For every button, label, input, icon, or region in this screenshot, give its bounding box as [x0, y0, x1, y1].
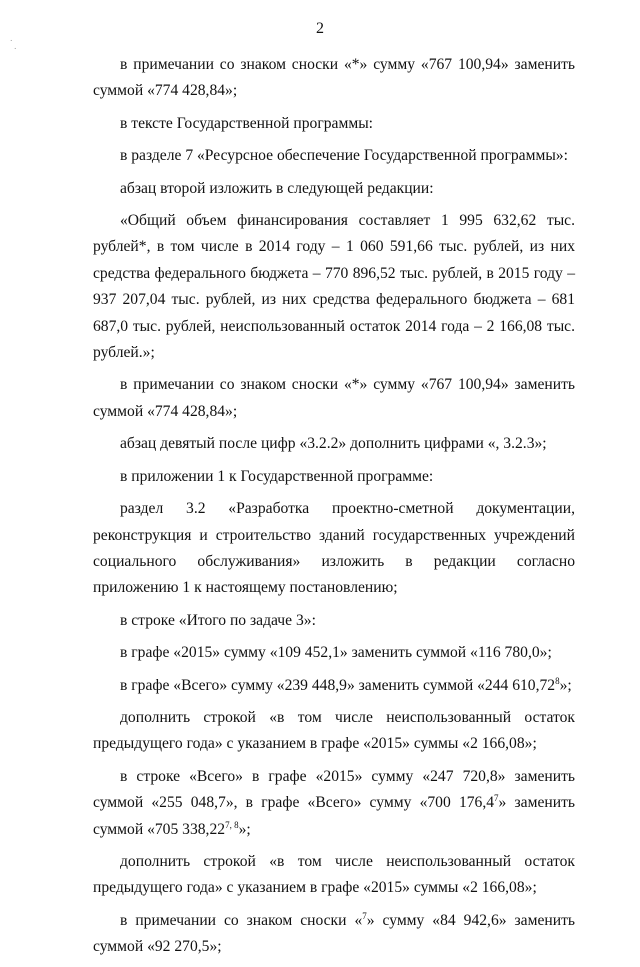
paragraph-text: в примечании со знаком сноски «*» сумму «767 100,94» заменить суммой «774 428,84»; [93, 56, 575, 100]
footnote-mark: 7 [362, 910, 367, 921]
paragraph-text: » заменить суммой «705 338,22 [93, 794, 575, 838]
footnote-mark: 7, 8 [225, 819, 239, 830]
paragraph-text: абзац второй изложить в следующей редакции: [120, 179, 434, 197]
paragraph-text: в примечании со знаком сноски «*» сумму «767 100,94» заменить суммой «774 428,84»; [93, 376, 575, 420]
paragraph-text: в тексте Государственной программы: [120, 114, 374, 132]
scan-mark: · [7, 35, 15, 46]
paragraph [93, 176, 575, 202]
paragraph-text: дополнить строкой «в том числе неиспользованный остаток предыдущего года» с указанием в графе «2015» суммы «2 166,08»; [93, 852, 575, 897]
paragraph-text: в графе «2015» сумму «109 452,1» заменить суммой «116 780,0»; [120, 644, 552, 662]
paragraph-text: в разделе 7 «Ресурсное обеспечение Государственной программы»: [120, 147, 568, 165]
paragraph [93, 673, 575, 699]
paragraph-text: » сумму «84 942,6» заменить суммой «92 270,5»; [93, 911, 575, 956]
paragraph [93, 849, 575, 902]
paragraph-text: »; [559, 676, 572, 694]
paragraph-text: раздел 3.2 «Разработка проектно-сметной документации, реконструкция и строительство зданий государственных учреждений социального обслуживания» изложить в редакции согласно приложению 1 к настоящему постановлению; [93, 500, 575, 597]
paragraph-text: в графе «Всего» сумму «239 448,9» заменить суммой «244 610,72 [120, 676, 556, 694]
paragraph-text: в строке «Всего» в графе «2015» сумму «247 720,8» заменить суммой «255 048,7», в графе «Всего» сумму «700 176,4 [93, 767, 575, 812]
document-body [93, 52, 575, 967]
footnote-mark: 8 [555, 675, 560, 686]
paragraph [93, 372, 575, 425]
paragraph [93, 908, 575, 961]
footnote-mark: 7 [494, 792, 499, 803]
paragraph-text: абзац девятый после цифр «3.2.2» дополнить цифрами «, 3.2.3»; [120, 435, 547, 453]
paragraph [93, 111, 575, 137]
paragraph [93, 496, 575, 602]
scan-mark: · [11, 43, 19, 54]
paragraph [93, 764, 575, 843]
paragraph-text: в строке «Итого по задаче 3»: [120, 611, 316, 629]
paragraph [93, 208, 575, 366]
paragraph [93, 431, 575, 457]
paragraph-text: в приложении 1 к Государственной программе: [120, 467, 434, 485]
paragraph [93, 464, 575, 490]
paragraph [93, 52, 575, 105]
paragraph [93, 705, 575, 758]
paragraph [93, 640, 575, 666]
paragraph-text: в примечании со знаком сноски « [120, 911, 363, 929]
paragraph [93, 608, 575, 634]
paragraph [93, 143, 575, 169]
page-number: 2 [316, 20, 324, 37]
paragraph-text: дополнить строкой «в том числе неиспользованный остаток предыдущего года» с указанием в графе «2015» суммы «2 166,08»; [93, 708, 575, 753]
paragraph-text: »; [238, 820, 251, 838]
paragraph-text: «Общий объем финансирования составляет 1 995 632,62 тыс. рублей*, в том числе в 2014 году – 1 060 591,66 тыс. рублей, из них средства федерального бюджета – 770 896,52 тыс. рублей, в 2015 году – 937 207,04 тыс. рублей, из них средства федерального бюджета – 681 687,0 тыс. рублей, неиспользованный остаток 2014 года – 2 166,08 тыс. рублей.»; [93, 212, 575, 362]
